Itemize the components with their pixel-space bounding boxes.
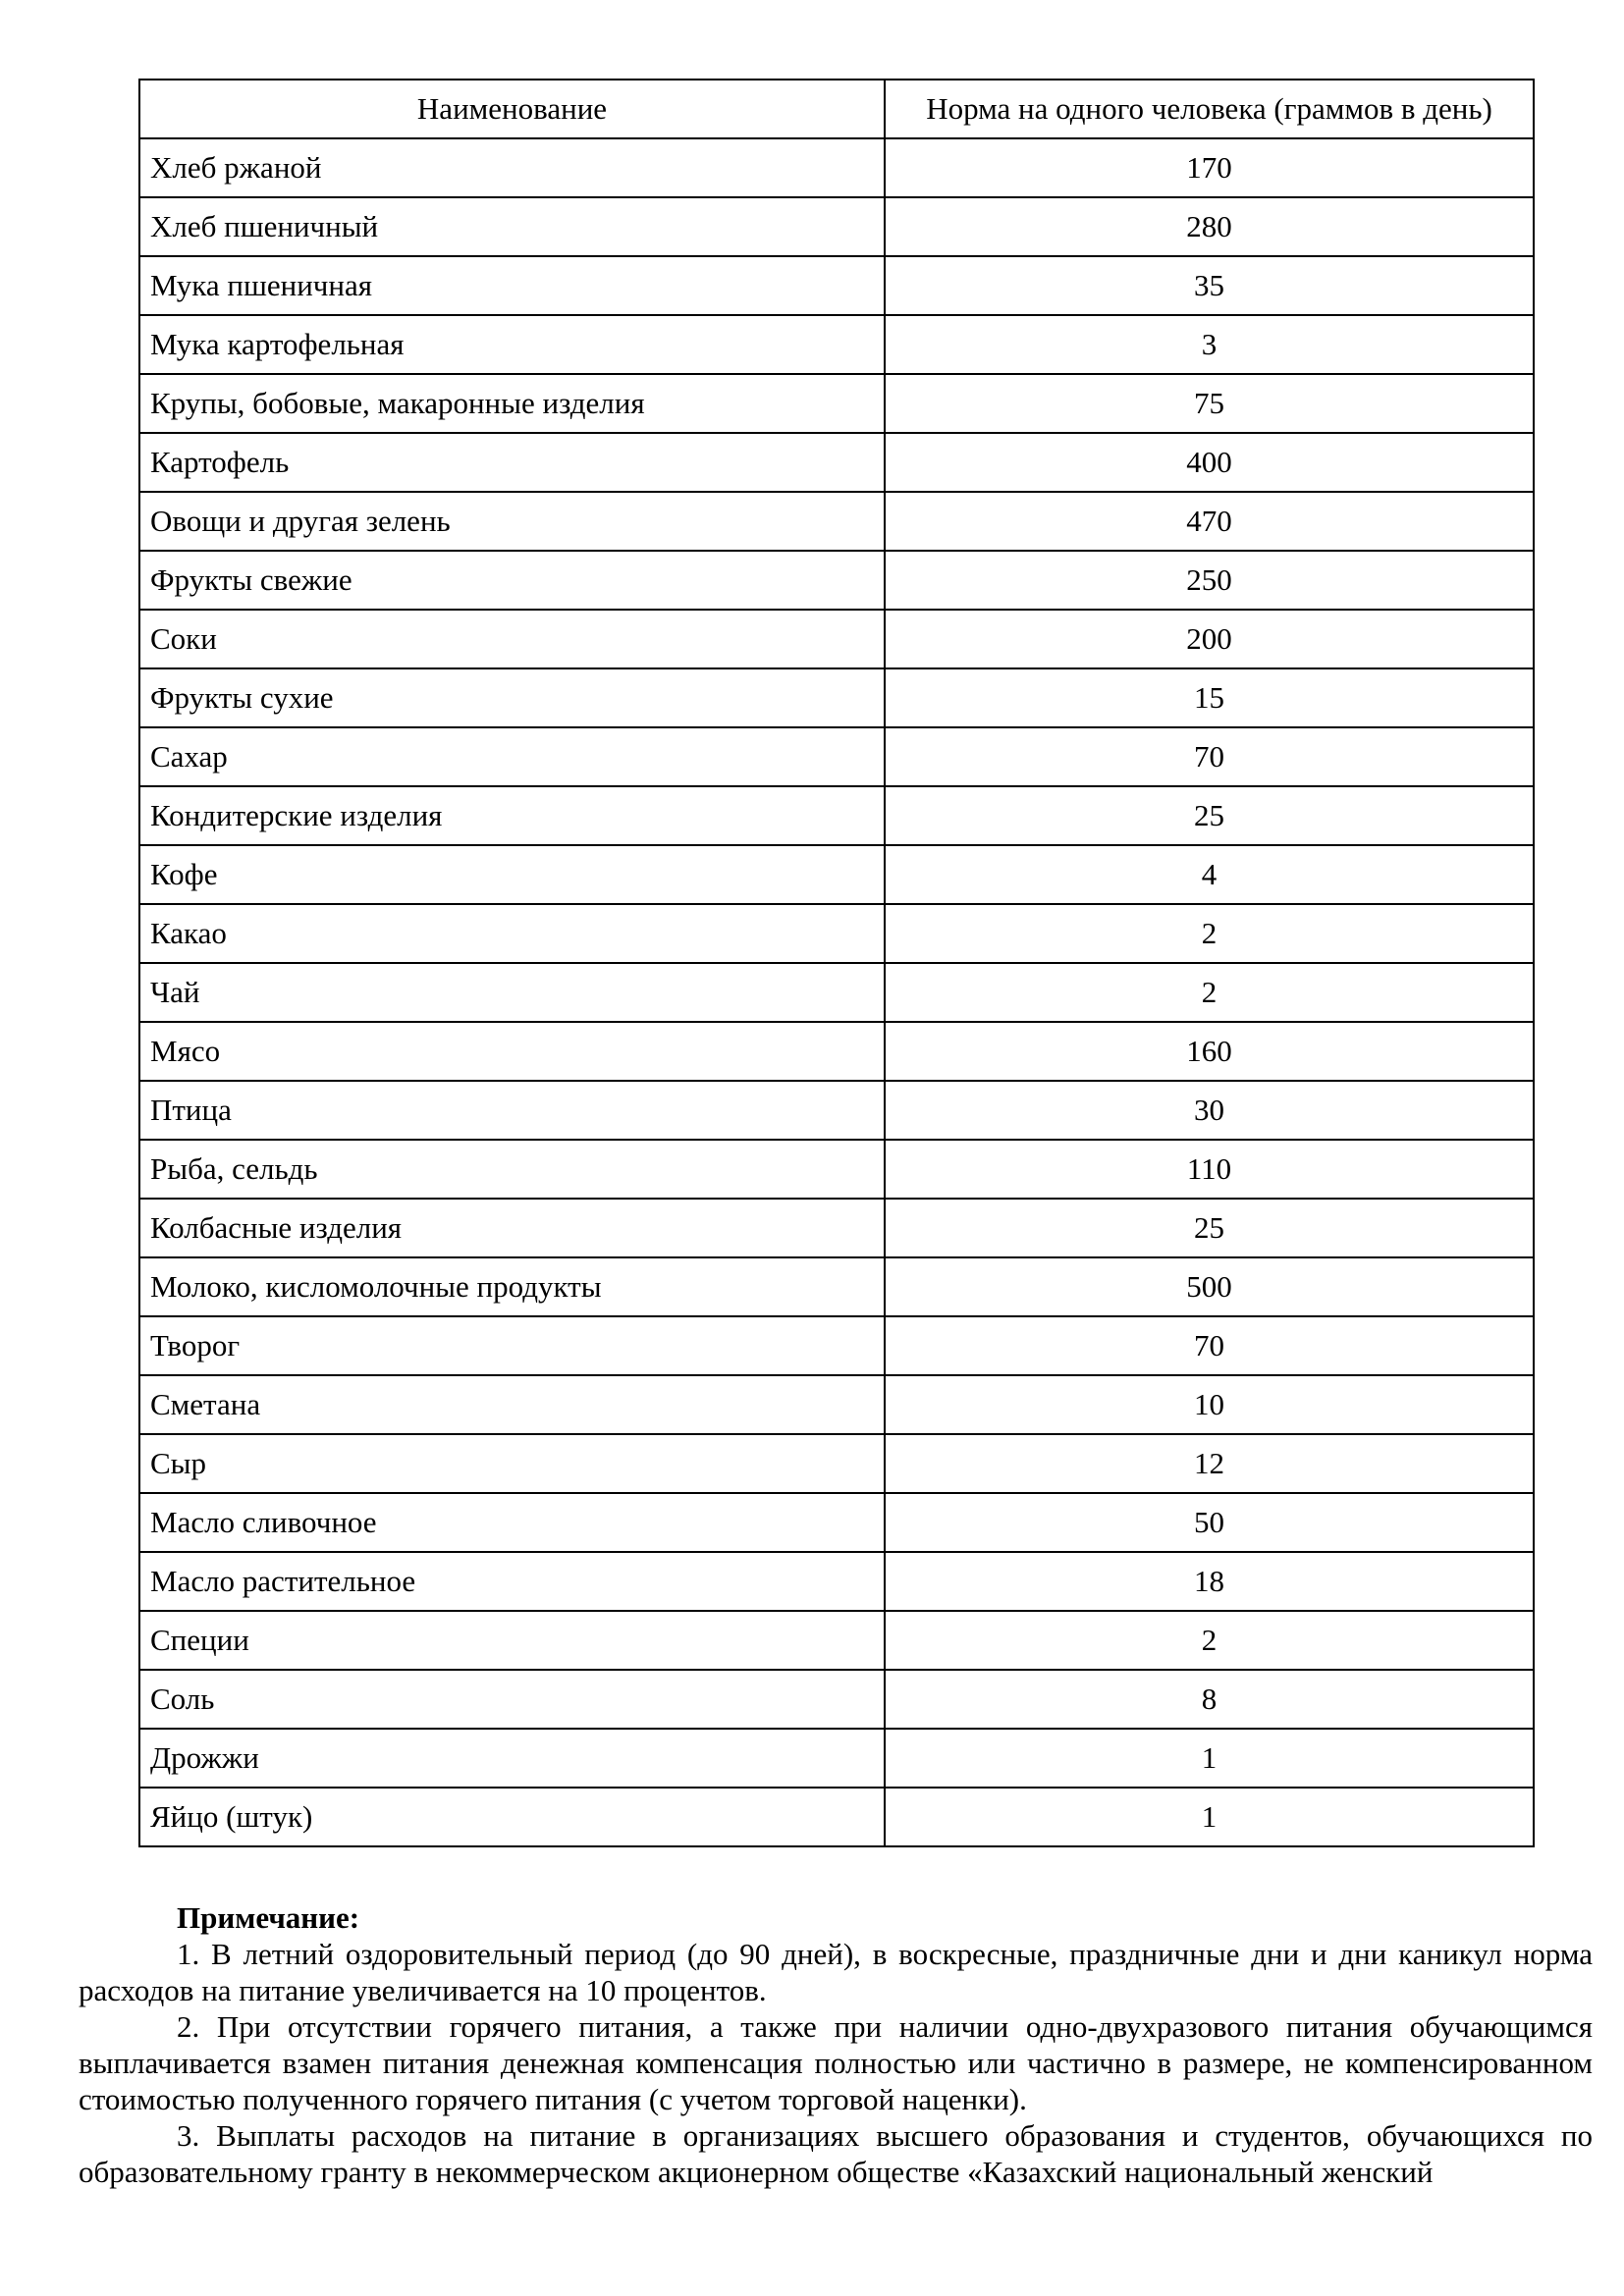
header-name: Наименование bbox=[139, 80, 885, 138]
product-name-cell: Дрожжи bbox=[139, 1729, 885, 1788]
norm-value-cell: 110 bbox=[885, 1140, 1534, 1199]
food-norms-table bbox=[138, 79, 1535, 1847]
note-title: Примечание: bbox=[177, 1900, 360, 1935]
product-name-cell: Кофе bbox=[139, 845, 885, 904]
table-row bbox=[139, 610, 1534, 668]
table-row bbox=[139, 1022, 1534, 1081]
norm-value-cell: 2 bbox=[885, 904, 1534, 963]
note-paragraph-2: 2. При отсутствии горячего питания, а также при наличии одно-двухразового питания обучающимся выплачивается взамен питания денежная компенсация полностью или частично в размере, не компенсированном стоимостью полученного горячего питания (с учетом торговой наценки). bbox=[79, 2009, 1593, 2116]
table-row bbox=[139, 374, 1534, 433]
product-name-cell: Фрукты сухие bbox=[139, 668, 885, 727]
norm-value-cell: 75 bbox=[885, 374, 1534, 433]
table-row bbox=[139, 433, 1534, 492]
norm-value-cell: 160 bbox=[885, 1022, 1534, 1081]
product-name-cell: Кондитерские изделия bbox=[139, 786, 885, 845]
note-section bbox=[79, 1899, 1593, 2190]
norm-value-cell: 70 bbox=[885, 1316, 1534, 1375]
table-row bbox=[139, 1081, 1534, 1140]
product-name-cell: Соки bbox=[139, 610, 885, 668]
norm-value-cell: 4 bbox=[885, 845, 1534, 904]
note-paragraph-1: 1. В летний оздоровительный период (до 90 дней), в воскресные, праздничные дни и дни каникул норма расходов на питание увеличивается на 10 процентов. bbox=[79, 1937, 1593, 2007]
norm-value-cell: 250 bbox=[885, 551, 1534, 610]
table-row bbox=[139, 963, 1534, 1022]
table-row bbox=[139, 1199, 1534, 1257]
product-name-cell: Творог bbox=[139, 1316, 885, 1375]
product-name-cell: Мясо bbox=[139, 1022, 885, 1081]
table-row bbox=[139, 256, 1534, 315]
table-row bbox=[139, 1434, 1534, 1493]
table-row bbox=[139, 845, 1534, 904]
table-row bbox=[139, 138, 1534, 197]
table-row bbox=[139, 1316, 1534, 1375]
table-row bbox=[139, 315, 1534, 374]
product-name-cell: Фрукты свежие bbox=[139, 551, 885, 610]
table-row bbox=[139, 668, 1534, 727]
header-norm: Норма на одного человека (граммов в день) bbox=[885, 80, 1534, 138]
norm-value-cell: 35 bbox=[885, 256, 1534, 315]
table-row bbox=[139, 727, 1534, 786]
product-name-cell: Мука картофельная bbox=[139, 315, 885, 374]
norm-value-cell: 8 bbox=[885, 1670, 1534, 1729]
product-name-cell: Хлеб пшеничный bbox=[139, 197, 885, 256]
product-name-cell: Какао bbox=[139, 904, 885, 963]
product-name-cell: Яйцо (штук) bbox=[139, 1788, 885, 1846]
product-name-cell: Картофель bbox=[139, 433, 885, 492]
norm-value-cell: 2 bbox=[885, 1611, 1534, 1670]
norm-value-cell: 30 bbox=[885, 1081, 1534, 1140]
norm-value-cell: 25 bbox=[885, 786, 1534, 845]
norm-value-cell: 200 bbox=[885, 610, 1534, 668]
product-name-cell: Крупы, бобовые, макаронные изделия bbox=[139, 374, 885, 433]
table-row bbox=[139, 1552, 1534, 1611]
product-name-cell: Масло сливочное bbox=[139, 1493, 885, 1552]
norm-value-cell: 400 bbox=[885, 433, 1534, 492]
table-row bbox=[139, 1375, 1534, 1434]
product-name-cell: Чай bbox=[139, 963, 885, 1022]
product-name-cell: Овощи и другая зелень bbox=[139, 492, 885, 551]
norm-value-cell: 18 bbox=[885, 1552, 1534, 1611]
norm-value-cell: 170 bbox=[885, 138, 1534, 197]
table-row bbox=[139, 1140, 1534, 1199]
norm-value-cell: 2 bbox=[885, 963, 1534, 1022]
table-row bbox=[139, 1729, 1534, 1788]
table-row bbox=[139, 1670, 1534, 1729]
norm-value-cell: 70 bbox=[885, 727, 1534, 786]
table-row bbox=[139, 1611, 1534, 1670]
norm-value-cell: 500 bbox=[885, 1257, 1534, 1316]
norm-value-cell: 15 bbox=[885, 668, 1534, 727]
product-name-cell: Хлеб ржаной bbox=[139, 138, 885, 197]
table-row bbox=[139, 551, 1534, 610]
product-name-cell: Рыба, сельдь bbox=[139, 1140, 885, 1199]
norm-value-cell: 470 bbox=[885, 492, 1534, 551]
norm-value-cell: 12 bbox=[885, 1434, 1534, 1493]
note-paragraph-3: 3. Выплаты расходов на питание в организациях высшего образования и студентов, обучающихся по образовательному гранту в некоммерческом акционерном обществе «Казахский национальный женский bbox=[79, 2118, 1593, 2189]
product-name-cell: Птица bbox=[139, 1081, 885, 1140]
norm-value-cell: 1 bbox=[885, 1788, 1534, 1846]
product-name-cell: Колбасные изделия bbox=[139, 1199, 885, 1257]
product-name-cell: Сахар bbox=[139, 727, 885, 786]
table-row bbox=[139, 786, 1534, 845]
table-row bbox=[139, 1257, 1534, 1316]
norm-value-cell: 1 bbox=[885, 1729, 1534, 1788]
table-row bbox=[139, 904, 1534, 963]
product-name-cell: Молоко, кисломолочные продукты bbox=[139, 1257, 885, 1316]
table-row bbox=[139, 1788, 1534, 1846]
product-name-cell: Соль bbox=[139, 1670, 885, 1729]
product-name-cell: Специи bbox=[139, 1611, 885, 1670]
table-row bbox=[139, 492, 1534, 551]
product-name-cell: Сметана bbox=[139, 1375, 885, 1434]
table-body bbox=[139, 138, 1534, 1846]
product-name-cell: Сыр bbox=[139, 1434, 885, 1493]
norm-value-cell: 50 bbox=[885, 1493, 1534, 1552]
product-name-cell: Мука пшеничная bbox=[139, 256, 885, 315]
product-name-cell: Масло растительное bbox=[139, 1552, 885, 1611]
norm-value-cell: 3 bbox=[885, 315, 1534, 374]
norm-value-cell: 280 bbox=[885, 197, 1534, 256]
table-row bbox=[139, 1493, 1534, 1552]
table-row bbox=[139, 197, 1534, 256]
norm-value-cell: 25 bbox=[885, 1199, 1534, 1257]
norm-value-cell: 10 bbox=[885, 1375, 1534, 1434]
table-header-row bbox=[139, 80, 1534, 138]
